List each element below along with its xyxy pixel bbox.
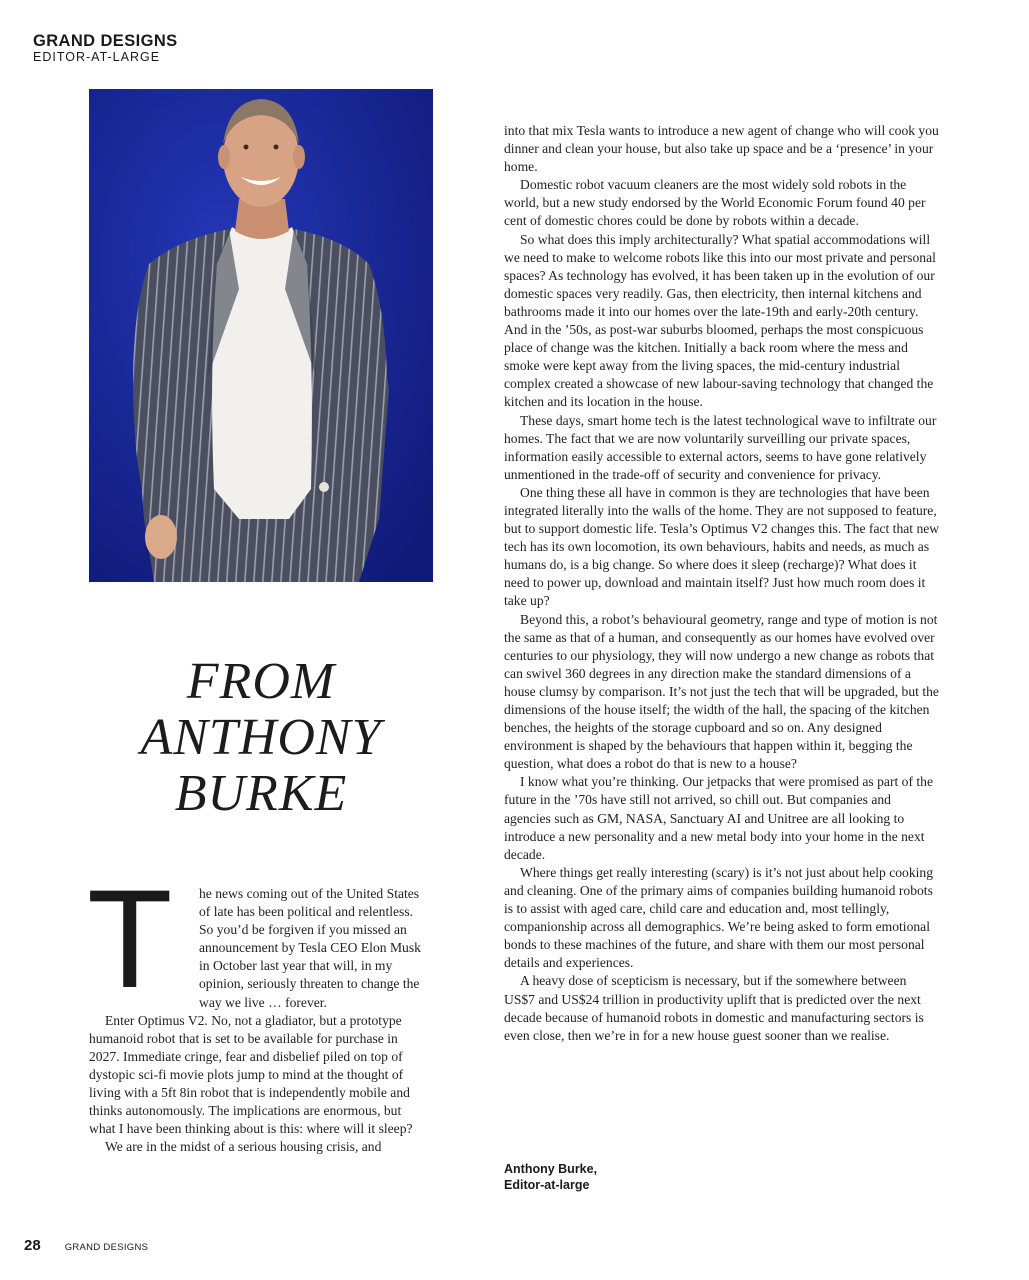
article-paragraph: These days, smart home tech is the latest technological wave to infiltrate our homes. The fact that we are now voluntarily surveilling our private spaces, information easily accessible to external actors, seems to have gone relatively unmentioned in the trade-off of security and convenience for privacy. bbox=[504, 412, 937, 482]
headline-line-2: ANTHONY bbox=[140, 709, 382, 766]
article-column-left bbox=[87, 860, 429, 1156]
article-paragraph: he news coming out of the United States of late has been political and relentless. So you’d be forgiven if you missed an announcement by Tesla CEO Elon Musk in October last year that will, in my opinion, seriously threaten to change the way we live … forever. bbox=[199, 886, 421, 1010]
byline-role: Editor-at-large bbox=[504, 1178, 590, 1192]
article-paragraph: So what does this imply architecturally? What spatial accommodations will we need to make to welcome robots like this into our most private and personal spaces? As technology has evolved, it has been taken up in the evolution of our domestic spaces very readily. Gas, then electricity, then internal kitchens and bathrooms made it into our homes over the late-19th and early-20th century. And in the ’50s, as post-war suburbs bloomed, perhaps the most conspicuous place of change was the kitchen. Initially a back room where the mess and smoke were kept away from the living spaces, the mid-century industrial complex created a showcase of new labour-saving technology that changed the kitchen and its location in the house. bbox=[504, 231, 936, 410]
footer-brand: GRAND DESIGNS bbox=[64, 1242, 149, 1253]
section-header bbox=[33, 32, 178, 65]
article-paragraph: Enter Optimus V2. No, not a gladiator, but a prototype humanoid robot that is set to be available for purchase in 2027. Immediate cringe, fear and disbelief piled on top of dystopic sci-fi movie plots jump to mind at the thought of living with a 5ft 8in robot that is independently mobile and thinks autonomously. The implications are enormous, but what I have been thinking about is this: where will it sleep? bbox=[89, 1012, 413, 1137]
drop-cap: T bbox=[87, 860, 173, 1017]
headline-line-3: BURKE bbox=[174, 765, 348, 822]
article-paragraph: Beyond this, a robot’s behavioural geometry, range and type of motion is not the same as that of a human, and consequently as our homes have evolved over centuries to our physiology, they will now undergo a new change as robots that can swivel 360 degrees in any direction make the standard dimensions of a house clumsy by comparison. It’s not just the tech that will be upgraded, but the dimensions of the house itself; the width of the hall, the spacing of the kitchen benches, the heights of the storage cupboard and so on. Any designed environment is shaped by the behaviours that happen within it, begging the question, what does a robot do that is new to a house? bbox=[504, 611, 939, 772]
article-paragraph: Where things get really interesting (scary) is it’s not just about help cooking and cleaning. One of the primary aims of companies building humanoid robots is to assist with aged care, child care and education and, most tellingly, companionship across all demographics. We’re being asked to form emotional bonds to these machines of the future, and share with them our most personal details and experiences. bbox=[504, 864, 934, 971]
article-paragraph: We are in the midst of a serious housing crisis, and bbox=[105, 1139, 382, 1155]
page-number: 28 bbox=[24, 1237, 41, 1254]
article-column-right bbox=[504, 122, 940, 1045]
headline-line-1: FROM bbox=[186, 653, 336, 710]
page-footer bbox=[24, 1237, 148, 1254]
byline-name: Anthony Burke, bbox=[504, 1162, 598, 1176]
article-paragraph: into that mix Tesla wants to introduce a new agent of change who will cook you dinner and clean your house, but also take up space and be a ‘presence’ in your home. bbox=[504, 123, 939, 175]
byline bbox=[504, 1161, 597, 1193]
article-paragraph: I know what you’re thinking. Our jetpacks that were promised as part of the future in the ’70s have still not arrived, so chill out. But companies and agencies such as GM, NASA, Sanctuary AI and Unitree are all looking to introduce a new personality and a new metal body into your home in the next decade. bbox=[504, 774, 933, 862]
article-paragraph: Domestic robot vacuum cleaners are the most widely sold robots in the world, but a new study endorsed by the World Economic Forum found 40 per cent of domestic chores could be done by robots within a decade. bbox=[504, 177, 926, 229]
section-title: GRAND DESIGNS bbox=[33, 32, 178, 50]
section-subtitle: EDITOR-AT-LARGE bbox=[33, 50, 161, 64]
headline bbox=[89, 654, 433, 822]
article-paragraph: A heavy dose of scepticism is necessary, but if the somewhere between US$7 and US$24 trillion in productivity uplift that is predicted over the next decade because of humanoid robots in domestic and manufacturing sectors is even close, then we’re in for a new house guest sooner than we realise. bbox=[504, 973, 924, 1043]
author-photo bbox=[89, 89, 433, 582]
article-paragraph: One thing these all have in common is they are technologies that have been integrated literally into the walls of the home. They are not supposed to feature, but to support domestic life. Tesla’s Optimus V2 changes this. The fact that new tech has its own locomotion, its own behaviours, habits and needs, as much as humans do, is a big change. So where does it sleep (recharge)? What does it need to power up, download and maintain itself? Just how much room does it take up? bbox=[504, 484, 940, 609]
